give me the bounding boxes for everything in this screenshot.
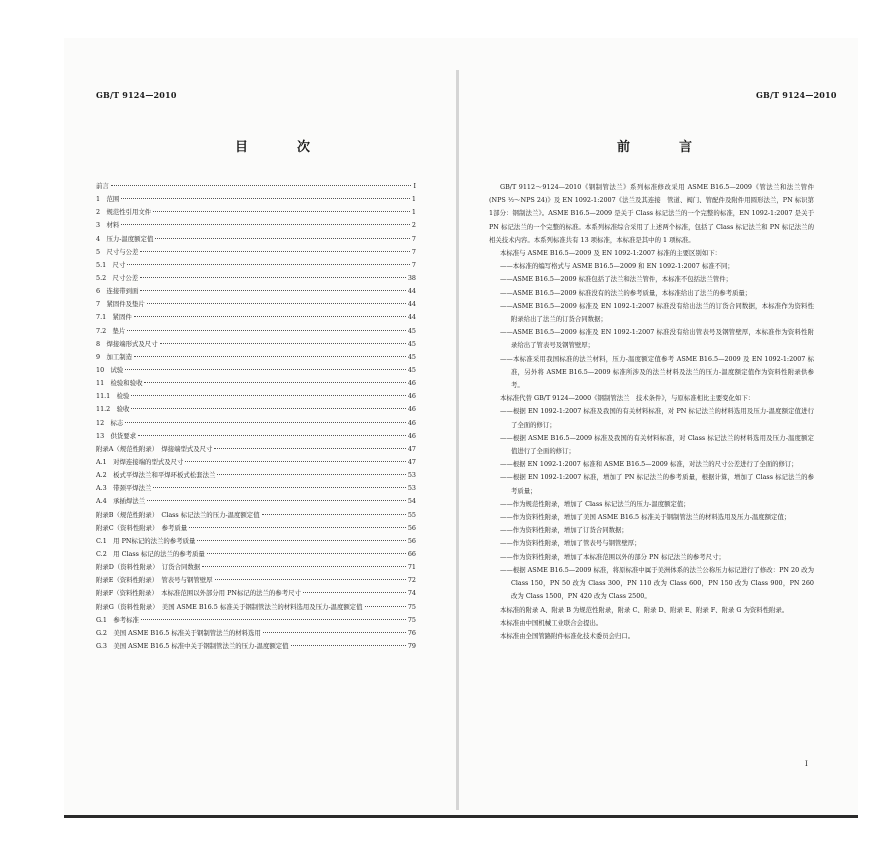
toc-dot-leader [140, 290, 405, 291]
page-number: Ⅰ [805, 760, 808, 768]
toc-entry-title: 3 材料 [96, 221, 120, 230]
toc-entry-page: 44 [407, 300, 416, 309]
toc-entry[interactable] [96, 457, 416, 470]
toc-dot-leader [155, 238, 410, 239]
toc-entry[interactable] [96, 207, 416, 220]
toc-entry-title: 7.2 垫片 [96, 326, 126, 335]
toc-dot-leader [291, 645, 406, 646]
preface-list-item: ——根据 ASME B16.5—2009 标准，将原标准中属于美洲体系的法兰公称压力标记进行了修改：PN 20 改为 Class 150，PN 50 改为 Class 300，PN 110 改为 Class 600，PN 150 改为 Class 900，PN 260 改为 Class 1500，PN 420 改为 Class 2500。 [500, 565, 814, 601]
toc-entry-title: C.1 用 PN标记的法兰的参考质量 [96, 536, 196, 545]
toc-dot-leader [140, 277, 406, 278]
toc-entry-title: 4 压力-温度额定值 [96, 234, 154, 243]
toc-entry-title: 前言 [96, 182, 109, 190]
toc-dot-leader [185, 461, 405, 462]
toc-entry-title: 13 供货要求 [96, 431, 137, 440]
toc-dot-leader [263, 632, 406, 633]
toc-entry[interactable] [96, 418, 416, 431]
toc-entry-title: 附录F（资料性附录） 本标准范围以外部分用 PN标记的法兰的参考尺寸 [96, 589, 301, 598]
toc-entry-title: 11 检验和验收 [96, 379, 143, 388]
toc-dot-leader [217, 474, 406, 475]
toc-entry-title: G.3 美国 ASME B16.5 标准中关于钢制管法兰的压力-温度额定值 [96, 641, 289, 650]
toc-entry-title: 5.1 尺寸 [96, 260, 126, 269]
toc-entry-page: 47 [407, 457, 416, 466]
toc-entry-page: 56 [407, 536, 416, 545]
toc-entry-title: C.2 用 Class 标记的法兰的参考质量 [96, 549, 205, 558]
toc-entry-title: 附录G（资料性附录） 美国 ASME B16.5 标准关于钢制管法兰的材料选用及压力-温度额定值 [96, 602, 363, 611]
toc-entry-page: 66 [407, 549, 416, 558]
toc-dot-leader [214, 448, 405, 449]
preface-list-item: ——根据 EN 1092-1:2007 标准和 ASME B16.5—2009 标准，对法兰的尺寸公差进行了全面的修订； [500, 460, 798, 469]
toc-entry[interactable] [96, 536, 416, 549]
toc-entry-page: 72 [407, 576, 416, 585]
toc-entry-page: 54 [407, 497, 416, 506]
toc-entry-page: 38 [407, 273, 416, 282]
preface-paragraph: 本标准代替 GB/T 9124—2000《钢制管法兰 技术条件》，与原标准相比主要变化如下： [500, 394, 755, 403]
left-page-header: GB/T 9124—2010 [96, 90, 177, 100]
toc-entry[interactable] [96, 286, 416, 299]
toc-dot-leader [262, 514, 406, 515]
toc-entry[interactable] [96, 247, 416, 260]
toc-entry[interactable] [96, 615, 416, 628]
toc-entry-page: 47 [407, 444, 416, 453]
toc-dot-leader [121, 224, 410, 225]
toc-entry-page: 79 [407, 641, 416, 650]
toc-entry-page: 2 [411, 221, 416, 230]
toc-entry-page: 1 [411, 208, 416, 217]
toc-title: 目 次 [235, 140, 329, 155]
toc-entry[interactable] [96, 365, 416, 378]
toc-entry-page: 46 [407, 379, 416, 388]
toc-dot-leader [134, 356, 406, 357]
toc-dot-leader [207, 553, 406, 554]
preface-list-item: ——本标准的编写格式与 ASME B16.5—2009 和 EN 1092-1:2007 标准不同； [500, 262, 734, 271]
toc-entry[interactable] [96, 549, 416, 562]
toc-entry-page: 45 [407, 352, 416, 361]
toc-entry-page: 45 [407, 339, 416, 348]
toc-entry[interactable] [96, 299, 416, 312]
toc-entry[interactable] [96, 588, 416, 601]
preface-list-item: ——作为资料性附录，增加了管表号与钢管壁厚； [500, 539, 641, 548]
toc-dot-leader [125, 422, 406, 423]
toc-dot-leader [127, 264, 410, 265]
toc-entry[interactable] [96, 352, 416, 365]
toc-entry-page: 74 [407, 589, 416, 598]
toc-entry-title: 6 连接带到面 [96, 287, 139, 296]
toc-entry[interactable] [96, 326, 416, 339]
toc-dot-leader [127, 330, 406, 331]
toc-dot-leader [140, 251, 410, 252]
toc-entry-title: 附录C（资料性附录） 参考质量 [96, 523, 188, 532]
toc-entry-page: 46 [407, 431, 416, 440]
toc-entry-title: 附录E（资料性附录） 管表号与钢管壁厚 [96, 576, 213, 585]
toc-entry-title: 附录D（资料性附录） 订货合同数据 [96, 563, 201, 572]
preface-list-item: ——ASME B16.5—2009 标准及 EN 1092-1:2007 标准没有给出法兰的订货合同数据，本标准作为资料性附录给出了法兰的订货合同数据； [500, 301, 814, 324]
toc-entry-page: 76 [407, 628, 416, 637]
preface-paragraph: 本标准的附录 A、附录 B 为规范性附录，附录 C、附录 D、附录 E、附录 F、附录 G 为资料性附录。 [500, 605, 789, 614]
toc-entry-title: A.4 承插焊法兰 [96, 497, 146, 506]
toc-entry-title: G.2 美国 ASME B16.5 标准关于钢制管法兰的材料选用 [96, 628, 261, 637]
preface-paragraph: GB/T 9112～9124—2010《钢制管法兰》系列标准修改采用 ASME B16.5—2009《管法兰和法兰管件(NPS ½～NPS 24)》及 EN 1092-1:2007《法兰及其连接 管道、阀门、管配件及附件用圆形法兰，PN 标识第1部分：钢制法兰》。ASME B16.5—2009 是关于 Class 标记法兰的一个完整的标准，EN 1092-1:2007 是关于 PN 标记法兰的一个完整的标准。本系列标准综合采用了上述两个标准，包括了 Class 标记法兰和 PN 标记法兰的相关技术内容。本系列标准共有 13 项标准，本标准是其中的 1 项标准。 [489, 183, 814, 244]
preface-list-item: ——ASME B16.5—2009 标准没有的法兰的参考质量，本标准给出了法兰的参考质量； [500, 288, 752, 297]
toc-entry[interactable] [96, 404, 416, 417]
toc-entry-page: 7 [411, 260, 416, 269]
toc-entry-title: 9 加工制造 [96, 352, 133, 361]
toc-entry[interactable] [96, 431, 416, 444]
toc-entry[interactable] [96, 444, 416, 457]
toc-entry-title: 11.2 验收 [96, 405, 130, 414]
toc-entry-page: 45 [407, 326, 416, 335]
toc-entry-title: 11.1 检验 [96, 392, 130, 401]
toc-list [96, 181, 416, 654]
toc-entry[interactable] [96, 641, 416, 654]
toc-dot-leader [215, 579, 406, 580]
toc-entry-title: 5 尺寸与公差 [96, 247, 139, 256]
toc-entry[interactable] [96, 628, 416, 641]
toc-entry-page: 44 [407, 313, 416, 322]
preface-list-item: ——根据 EN 1092-1:2007 标准及我国的有关材料标准，对 PN 标记法兰的材料选用及压力-温度额定值进行了全面的修订； [500, 407, 814, 429]
toc-dot-leader [147, 500, 406, 501]
preface-list-item: ——ASME B16.5—2009 标准包括了法兰和法兰管件，本标准不包括法兰管件； [500, 275, 732, 284]
toc-entry-page: 44 [407, 287, 416, 296]
toc-entry[interactable] [96, 339, 416, 352]
toc-entry[interactable] [96, 562, 416, 575]
toc-dot-leader [153, 487, 405, 488]
toc-entry-page: 56 [407, 523, 416, 532]
preface-list-item: ——作为规范性附录，增加了 Class 标记法兰的压力-温度额定值； [500, 499, 690, 508]
toc-entry-page: 75 [407, 602, 416, 611]
preface-body [489, 181, 814, 643]
preface-list-item: ——作为资料性附录，增加了美国 ASME B16.5 标准关于钢制管法兰的材料选用及压力-温度额定值； [500, 513, 791, 522]
toc-entry-title: A.1 对焊连接端的型式及尺寸 [96, 457, 184, 466]
toc-dot-leader [141, 619, 406, 620]
toc-entry[interactable] [96, 602, 416, 615]
toc-dot-leader [131, 408, 405, 409]
toc-dot-leader [131, 395, 405, 396]
toc-dot-leader [147, 303, 406, 304]
toc-dot-leader [144, 382, 405, 383]
toc-entry[interactable] [96, 194, 416, 207]
toc-entry-title: 1 范围 [96, 195, 120, 204]
toc-entry[interactable] [96, 181, 416, 194]
toc-entry[interactable] [96, 273, 416, 286]
preface-list-item: ——ASME B16.5—2009 标准及 EN 1092-1:2007 标准没有给出管表号及钢管壁厚，本标准作为资料性附录给出了管表号及钢管壁厚； [500, 328, 814, 350]
toc-entry[interactable] [96, 523, 416, 536]
toc-entry-page: 53 [407, 484, 416, 493]
toc-entry[interactable] [96, 510, 416, 523]
toc-entry-page: 71 [407, 563, 416, 572]
toc-dot-leader [303, 592, 406, 593]
page-bottom-edge [64, 815, 858, 818]
toc-dot-leader [111, 185, 412, 186]
toc-entry[interactable] [96, 575, 416, 588]
toc-entry-title: 10 试验 [96, 365, 124, 374]
preface-paragraph: 本标准与 ASME B16.5—2009 及 EN 1092-1:2007 标准的主要区别如下： [500, 249, 721, 258]
toc-entry-page: Ⅰ [413, 182, 416, 190]
toc-dot-leader [121, 198, 410, 199]
toc-entry-page: 7 [411, 234, 416, 243]
toc-dot-leader [153, 211, 410, 212]
toc-entry-page: 75 [407, 615, 416, 624]
page-gutter [456, 70, 459, 810]
toc-entry-title: G.1 参考标准 [96, 615, 139, 624]
toc-entry-title: A.2 板式平焊法兰和平焊环板式松套法兰 [96, 471, 216, 480]
toc-entry-page: 53 [407, 471, 416, 480]
toc-dot-leader [197, 540, 405, 541]
toc-entry-page: 7 [411, 247, 416, 256]
toc-entry-title: 2 规范性引用文件 [96, 208, 152, 217]
toc-entry-page: 45 [407, 365, 416, 374]
toc-entry[interactable] [96, 378, 416, 391]
toc-entry-title: 5.2 尺寸公差 [96, 273, 139, 282]
toc-entry-title: 附录B（规范性附录） Class 标记法兰的压力-温度额定值 [96, 510, 260, 519]
preface-list-item: ——本标准采用我国标准的法兰材料，压力-温度额定值参考 ASME B16.5—2009 及 EN 1092-1:2007 标准，另外将 ASME B16.5—2009 标准所涉及的法兰材料及法兰的压力-温度额定值作为资料性附录供参考。 [500, 354, 814, 390]
toc-dot-leader [134, 316, 406, 317]
toc-entry-page: 1 [411, 195, 416, 204]
toc-dot-leader [365, 606, 406, 607]
toc-entry[interactable] [96, 260, 416, 273]
toc-entry-page: 55 [407, 510, 416, 519]
preface-title: 前 言 [617, 140, 711, 155]
toc-entry[interactable] [96, 391, 416, 404]
preface-paragraph: 本标准由中国机械工业联合会提出。 [500, 618, 603, 627]
toc-dot-leader [160, 343, 406, 344]
toc-entry[interactable] [96, 220, 416, 233]
toc-entry-page: 46 [407, 418, 416, 427]
preface-list-item: ——根据 ASME B16.5—2009 标准及我国的有关材料标准，对 Class 标记法兰的材料选用及压力-温度额定值进行了全面的修订； [500, 433, 814, 456]
toc-dot-leader [125, 369, 406, 370]
toc-entry-title: 7 紧固件及垫片 [96, 300, 145, 309]
toc-entry-title: 8 焊接端形式及尺寸 [96, 339, 158, 348]
toc-entry-title: 附录A（规范性附录） 焊接端型式及尺寸 [96, 444, 213, 453]
toc-entry[interactable] [96, 496, 416, 509]
toc-entry-title: A.3 带颈平焊法兰 [96, 484, 152, 493]
toc-entry[interactable] [96, 470, 416, 483]
toc-entry-title: 12 标志 [96, 418, 124, 427]
toc-entry[interactable] [96, 234, 416, 247]
toc-entry-page: 46 [407, 392, 416, 401]
right-page-header: GB/T 9124—2010 [756, 90, 837, 100]
preface-paragraph: 本标准由全国管路附件标准化技术委员会归口。 [500, 631, 635, 640]
toc-entry-page: 46 [407, 405, 416, 414]
toc-dot-leader [138, 435, 406, 436]
toc-entry[interactable] [96, 483, 416, 496]
toc-dot-leader [202, 566, 406, 567]
preface-list-item: ——根据 EN 1092-1:2007 标准，增加了 PN 标记法兰的参考质量，根据计算，增加了 Class 标记法兰的参考质量； [500, 473, 814, 495]
preface-list-item: ——作为资料性附录，增加了订货合同数据； [500, 526, 628, 535]
toc-entry-title: 7.1 紧固件 [96, 313, 132, 322]
preface-list-item: ——作为资料性附录，增加了本标准范围以外的部分 PN 标记法兰的参考尺寸； [500, 552, 725, 561]
toc-entry[interactable] [96, 312, 416, 325]
toc-dot-leader [189, 527, 406, 528]
